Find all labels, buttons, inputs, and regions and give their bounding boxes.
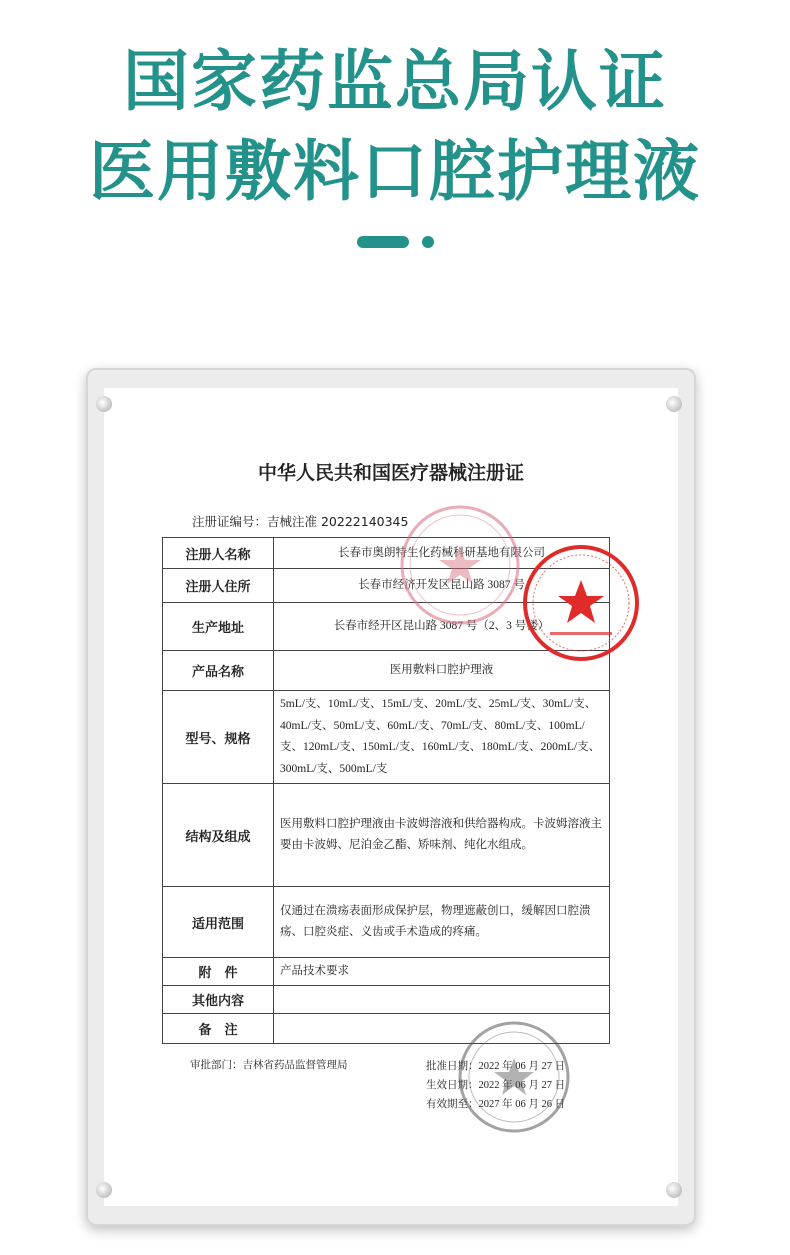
frame-clip-icon: [666, 396, 682, 412]
row-label: 其他内容: [163, 986, 274, 1014]
certificate-title: 中华人民共和国医疗器械注册证: [257, 462, 524, 484]
row-label: 型号、规格: [163, 691, 274, 784]
row-value: [274, 986, 610, 1014]
approving-authority: 审批部门：吉林省药品监督管理局: [190, 1060, 348, 1071]
row-value: 长春市经开区昆山路 3087 号（2、3 号楼）: [274, 603, 610, 651]
approval-date: 批准日期：2022 年 06 月 27 日: [426, 1061, 566, 1072]
row-value: 产品技术要求: [274, 958, 610, 986]
expiry-date: 有效期至：2027 年 06 月 26 日: [426, 1099, 566, 1110]
decorative-bar: [357, 236, 409, 248]
table-row: [163, 887, 610, 958]
row-value: 医用敷料口腔护理液由卡波姆溶液和供给器构成。卡波姆溶液主要由卡波姆、尼泊金乙酯、矫味剂、纯化水组成。: [274, 784, 610, 887]
table-row: [163, 691, 610, 784]
decorative-dot: [422, 236, 434, 248]
headline-line-1: 国家药监总局认证: [123, 43, 667, 120]
row-value: 长春市奥朗特生化药械科研基地有限公司: [274, 538, 610, 569]
table-row: [163, 986, 610, 1014]
row-label: 附 件: [163, 958, 274, 986]
row-label: 结构及组成: [163, 784, 274, 887]
authority-seal-icon: [455, 1018, 573, 1136]
row-label: 备 注: [163, 1014, 274, 1044]
row-value: 5mL/支、10mL/支、15mL/支、20mL/支、25mL/支、30mL/支、40mL/支、50mL/支、60mL/支、70mL/支、80mL/支、100mL/支、120mL/支、150mL/支、160mL/支、180mL/支、200mL/支、300mL/支、500mL/支: [274, 691, 610, 784]
table-row: [163, 958, 610, 986]
table-row: [163, 784, 610, 887]
row-label: 生产地址: [163, 603, 274, 651]
row-value: 仅通过在溃疡表面形成保护层，物理遮蔽创口，缓解因口腔溃疡、口腔炎症、义齿或手术造成的疼痛。: [274, 887, 610, 958]
row-label: 注册人住所: [163, 569, 274, 603]
headline-line-2: 医用敷料口腔护理液: [89, 133, 701, 210]
company-seal-icon: [395, 500, 525, 630]
row-label: 注册人名称: [163, 538, 274, 569]
row-label: 产品名称: [163, 651, 274, 691]
frame-clip-icon: [666, 1182, 682, 1198]
row-label: 适用范围: [163, 887, 274, 958]
effective-date: 生效日期：2022 年 06 月 27 日: [426, 1080, 566, 1091]
red-seal-icon: [520, 542, 642, 664]
row-value: 医用敷料口腔护理液: [274, 651, 610, 691]
frame-clip-icon: [96, 1182, 112, 1198]
frame-clip-icon: [96, 396, 112, 412]
registration-number: 注册证编号：吉械注准 20222140345: [192, 514, 409, 529]
row-value: 长春市经济开发区昆山路 3087 号: [274, 569, 610, 603]
